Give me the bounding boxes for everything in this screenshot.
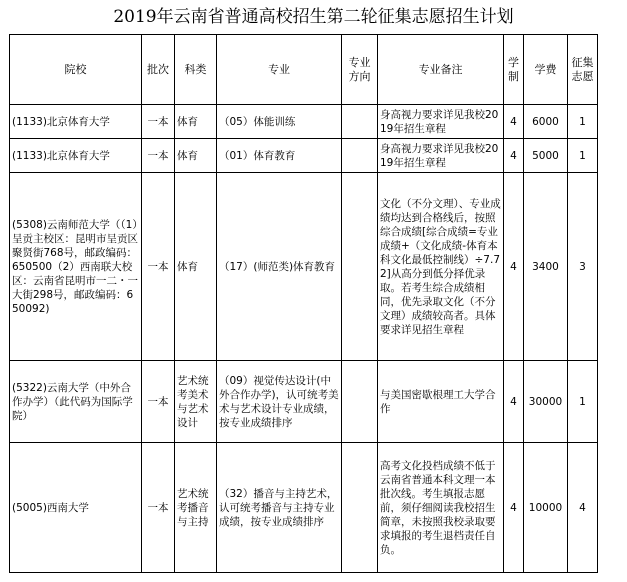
table-row <box>10 443 598 573</box>
header-direction: 专业方向 <box>342 35 378 105</box>
cell-school: (5322)云南大学（中外合作办学）（此代码为国际学院） <box>10 361 142 443</box>
header-fee: 学费 <box>524 35 568 105</box>
cell-fee: 6000 <box>524 105 568 139</box>
cell-note: 身高视力要求详见我校2019年招生章程 <box>378 105 504 139</box>
cell-batch: 一本 <box>142 139 175 173</box>
header-batch: 批次 <box>142 35 175 105</box>
cell-note: 文化（不分文理）、专业成绩均达到合格线后，按照综合成绩[综合成绩=专业成绩+（文化成绩-体育本科文化最低控制线）÷7.72]从高分到低分择优录取。若考生综合成绩相同，优先录取文化（不分文理）成绩较高者。具体要求详见招生章程 <box>378 173 504 361</box>
cell-quota: 4 <box>568 443 598 573</box>
header-major: 专业 <box>217 35 342 105</box>
cell-quota: 3 <box>568 173 598 361</box>
cell-major: （32）播音与主持艺术，认可统考播音与主持专业成绩，按专业成绩排序 <box>217 443 342 573</box>
cell-note: 身高视力要求详见我校2019年招生章程 <box>378 139 504 173</box>
cell-school: (5308)云南师范大学（（1）呈贡主校区：昆明市呈贡区聚贤街768号，邮政编码：650500（2）西南联大校区：云南省昆明市一二・一大街298号，邮政编码：650092) <box>10 173 142 361</box>
cell-major: （05）体能训练 <box>217 105 342 139</box>
cell-fee: 30000 <box>524 361 568 443</box>
page-title: 2019年云南省普通高校招生第二轮征集志愿招生计划 <box>113 7 514 27</box>
cell-quota: 1 <box>568 139 598 173</box>
cell-note: 高考文化投档成绩不低于云南省普通本科文理一本批次线。考生填报志愿前，须仔细阅读我校招生简章，未按照我校录取要求填报的考生退档责任自负。 <box>378 443 504 573</box>
table-header-row <box>10 35 598 105</box>
cell-category: 艺术统考播音与主持 <box>175 443 217 573</box>
cell-years: 4 <box>504 443 524 573</box>
cell-major: （09）视觉传达设计(中外合作办学)，认可统考美术与艺术设计专业成绩，按专业成绩排序 <box>217 361 342 443</box>
table-row <box>10 139 598 173</box>
cell-batch: 一本 <box>142 105 175 139</box>
cell-fee: 10000 <box>524 443 568 573</box>
cell-major: （17）(师范类)体育教育 <box>217 173 342 361</box>
header-category: 科类 <box>175 35 217 105</box>
cell-category: 体育 <box>175 105 217 139</box>
cell-fee: 5000 <box>524 139 568 173</box>
cell-batch: 一本 <box>142 361 175 443</box>
table-row <box>10 361 598 443</box>
cell-years: 4 <box>504 361 524 443</box>
cell-fee: 3400 <box>524 173 568 361</box>
table-row <box>10 173 598 361</box>
cell-note: 与美国密歇根理工大学合作 <box>378 361 504 443</box>
cell-quota: 1 <box>568 361 598 443</box>
cell-direction <box>342 361 378 443</box>
cell-category: 体育 <box>175 173 217 361</box>
cell-school: (1133)北京体育大学 <box>10 139 142 173</box>
cell-major: （01）体育教育 <box>217 139 342 173</box>
cell-batch: 一本 <box>142 173 175 361</box>
cell-years: 4 <box>504 173 524 361</box>
cell-direction <box>342 105 378 139</box>
cell-direction <box>342 139 378 173</box>
cell-category: 体育 <box>175 139 217 173</box>
cell-years: 4 <box>504 105 524 139</box>
header-school: 院校 <box>10 35 142 105</box>
cell-category: 艺术统考美术与艺术设计 <box>175 361 217 443</box>
cell-school: (1133)北京体育大学 <box>10 105 142 139</box>
header-note: 专业备注 <box>378 35 504 105</box>
cell-school: (5005)西南大学 <box>10 443 142 573</box>
cell-direction <box>342 443 378 573</box>
header-years: 学制 <box>504 35 524 105</box>
cell-years: 4 <box>504 139 524 173</box>
cell-batch: 一本 <box>142 443 175 573</box>
table-row <box>10 105 598 139</box>
header-quota: 征集志愿 <box>568 35 598 105</box>
cell-direction <box>342 173 378 361</box>
enrollment-plan-table <box>9 34 598 573</box>
cell-quota: 1 <box>568 105 598 139</box>
